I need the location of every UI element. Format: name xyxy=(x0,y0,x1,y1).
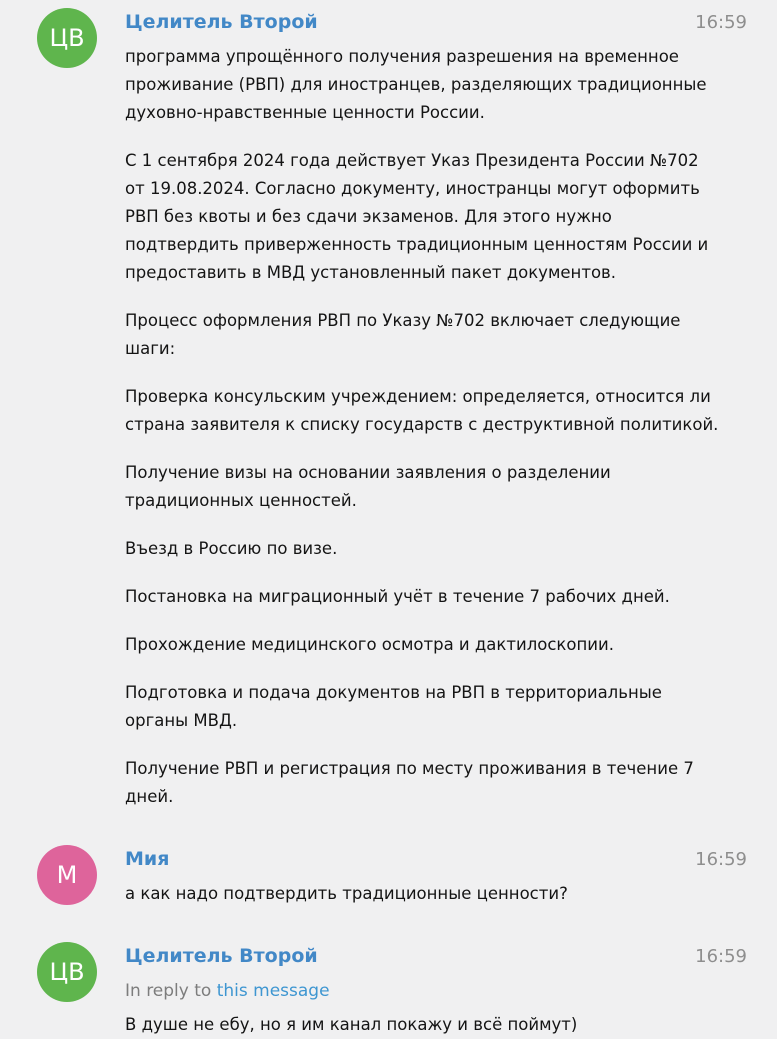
message-time: 16:59 xyxy=(695,12,747,33)
message-content xyxy=(125,942,747,1039)
avatar[interactable] xyxy=(37,8,97,68)
avatar-initials: М xyxy=(56,861,78,889)
reply-line xyxy=(125,977,747,1005)
message-paragraph: Процесс оформления РВП по Указу №702 включает следующие шаги: xyxy=(125,311,681,358)
message-paragraph: В душе не ебу, но я им канал покажу и всё поймут) xyxy=(125,1015,578,1034)
message-paragraph: Прохождение медицинского осмотра и дактилоскопии. xyxy=(125,635,614,654)
message-content xyxy=(125,845,747,908)
message-time: 16:59 xyxy=(695,946,747,967)
avatar[interactable] xyxy=(37,942,97,1002)
message-paragraph: Постановка на миграционный учёт в течение 7 рабочих дней. xyxy=(125,587,670,606)
message xyxy=(37,942,747,1039)
author-name[interactable]: Целитель Второй xyxy=(125,945,318,967)
reply-link[interactable]: this message xyxy=(216,981,330,1001)
message-header xyxy=(125,942,747,971)
message-paragraph: Проверка консульским учреждением: определяется, относится ли страна заявителя к списку государств с деструктивной политикой. xyxy=(125,387,719,434)
message-paragraph: Подготовка и подача документов на РВП в территориальные органы МВД. xyxy=(125,683,662,730)
message xyxy=(37,845,747,908)
author-name[interactable]: Целитель Второй xyxy=(125,11,318,33)
avatar-initials: ЦВ xyxy=(49,958,85,986)
message-header xyxy=(125,8,747,37)
avatar[interactable] xyxy=(37,845,97,905)
message-paragraph: Получение РВП и регистрация по месту проживания в течение 7 дней. xyxy=(125,759,694,806)
message-paragraph: а как надо подтвердить традиционные ценности? xyxy=(125,884,568,903)
message-header xyxy=(125,845,747,874)
author-name[interactable]: Мия xyxy=(125,848,170,870)
message-body xyxy=(125,880,721,908)
message-content xyxy=(125,8,747,811)
message-paragraph: Въезд в Россию по визе. xyxy=(125,539,338,558)
message-paragraph: программа упрощённого получения разрешения на временное проживание (РВП) для иностранцев, разделяющих традиционные духовно-нравственные ценности России. xyxy=(125,47,707,122)
message xyxy=(37,8,747,811)
reply-prefix-label: In reply to xyxy=(125,981,212,1001)
message-time: 16:59 xyxy=(695,849,747,870)
message-body xyxy=(125,1011,721,1039)
message-body xyxy=(125,43,721,811)
message-paragraph: Получение визы на основании заявления о разделении традиционных ценностей. xyxy=(125,463,611,510)
avatar-initials: ЦВ xyxy=(49,24,85,52)
message-paragraph: С 1 сентября 2024 года действует Указ Президента России №702 от 19.08.2024. Согласно документу, иностранцы могут оформить РВП без квоты и без сдачи экзаменов. Для этого нужно подтвердить приверженность традиционным ценностям России и предоставить в МВД установленный пакет документов. xyxy=(125,151,709,282)
